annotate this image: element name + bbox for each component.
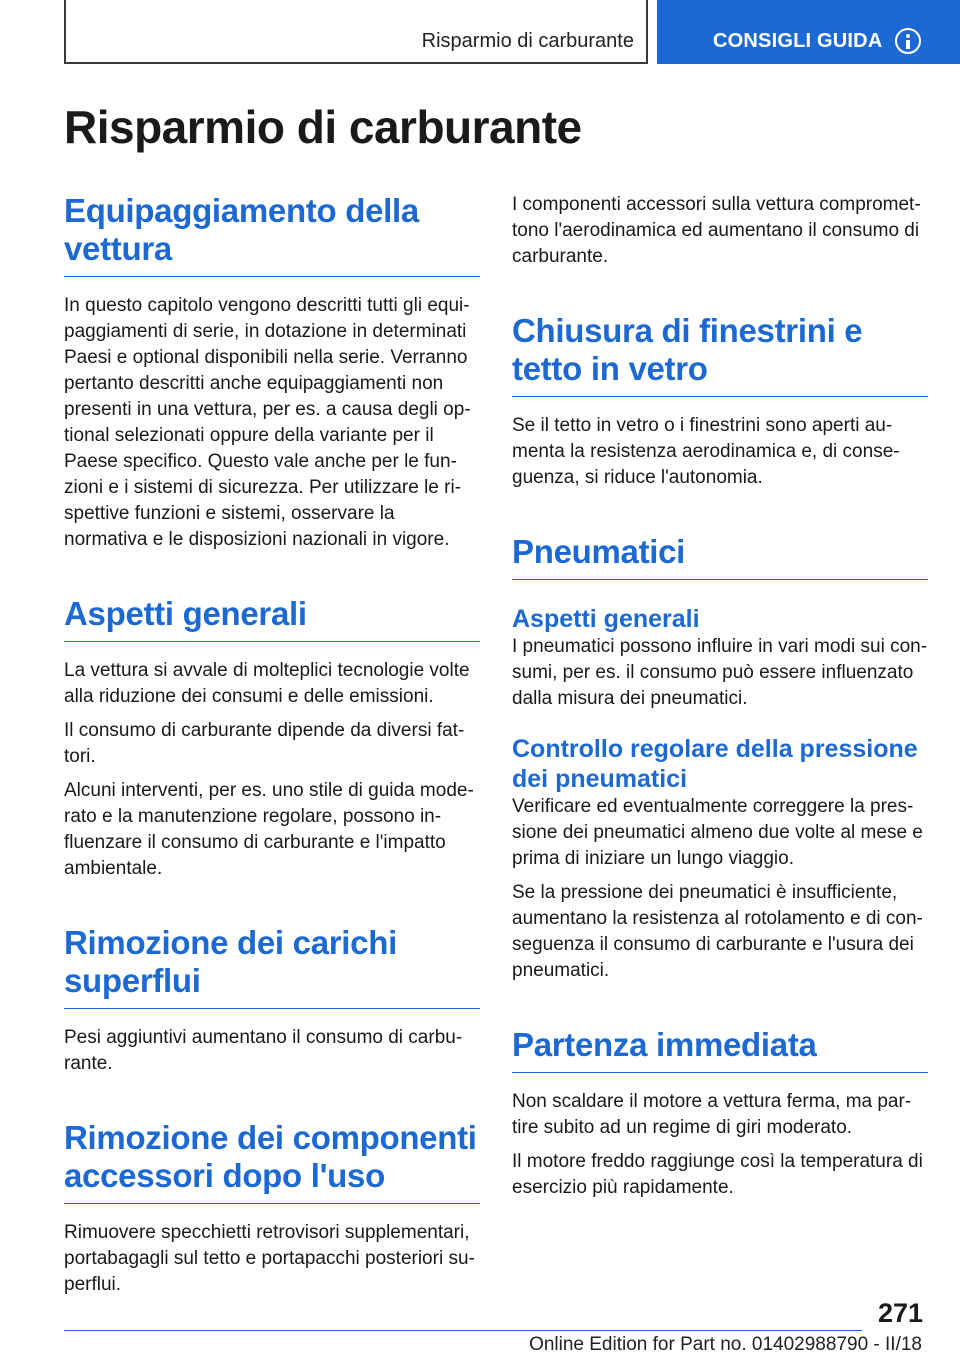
subsection-title: Aspetti generali (512, 605, 700, 633)
paragraph: Se la pressione dei pneumatici è insufficiente, aumentano la resistenza al rotolamento e di conseguenza il consumo di carburante e l'usura dei pneumatici. (512, 882, 923, 981)
paragraph: I pneumatici possono influire in vari modi sui consumi, per es. il consumo può essere influenzato dalla misura dei pneumatici. (512, 636, 928, 709)
paragraph: Pesi aggiuntivi aumentano il consumo di carburante. (64, 1027, 463, 1074)
footer-edition: Online Edition for Part no. 01402988790 - II/18 (529, 1334, 922, 1355)
paragraph: Alcuni interventi, per es. uno stile di guida moderato e la manutenzione regolare, possono influenzare il consumo di carburante e l'impatto ambientale. (64, 780, 474, 879)
section-title: Rimozione dei carichi superflui (64, 924, 480, 1009)
section-title: Chiusura di finestrini e tetto in vetro (512, 312, 928, 397)
paragraph: In questo capitolo vengono descritti tutti gli equipaggiamenti di serie, in dotazione in determinati Paesi e optional disponibili nella serie. Verranno pertanto descritti anche equipaggiamenti non presenti in una vettura, per es. a causa degli optional selezionati oppure della variante per il Paese specifico. Questo vale anche per le funzioni e i sistemi di sicurezza. Per utilizzare le rispettive funzioni e sistemi, osservare la normativa e le disposizioni nazionali in vigore. (64, 295, 471, 550)
info-icon (895, 28, 921, 54)
section-title: Aspetti generali (64, 595, 480, 642)
section-title: Rimozione dei componenti accessori dopo l'uso (64, 1119, 480, 1204)
paragraph: Il consumo di carburante dipende da diversi fattori. (64, 720, 465, 767)
paragraph: I componenti accessori sulla vettura compromettono l'aerodinamica ed aumentano il consumo di carburante. (512, 194, 921, 267)
header-chapter-tab[interactable] (657, 0, 960, 64)
subsection-title: Controllo regolare della pressione dei pneumatici (512, 735, 918, 793)
page-number: 271 (877, 1298, 923, 1328)
paragraph: La vettura si avvale di molteplici tecnologie volte alla riduzione dei consumi e delle emissioni. (64, 660, 470, 707)
header-chapter-label: CONSIGLI GUIDA (713, 30, 883, 52)
paragraph: Se il tetto in vetro o i finestrini sono aperti aumenta la resistenza aerodinamica e, di conseguenza, si riduce l'autonomia. (512, 415, 900, 488)
footer-divider (64, 1330, 862, 1331)
paragraph: Il motore freddo raggiunge così la temperatura di esercizio più rapidamente. (512, 1151, 923, 1198)
section-title: Equipaggiamento della vettura (64, 192, 480, 277)
header-section-box (64, 0, 648, 64)
section-title: Pneumatici (512, 533, 928, 580)
section-title: Partenza immediata (512, 1026, 928, 1073)
page-title: Risparmio di carburante (64, 101, 582, 153)
paragraph: Verificare ed eventualmente correggere la pressione dei pneumatici almeno due volte al mese e prima di iniziare un lungo viaggio. (512, 796, 923, 869)
header-section-title: Risparmio di carburante (421, 30, 634, 52)
paragraph: Non scaldare il motore a vettura ferma, ma partire subito ad un regime di giri moderato. (512, 1091, 912, 1138)
right-column (512, 192, 928, 1201)
left-column (64, 192, 480, 1298)
paragraph: Rimuovere specchietti retrovisori supplementari, portabagagli sul tetto e portapacchi posteriori superflui. (64, 1222, 475, 1295)
